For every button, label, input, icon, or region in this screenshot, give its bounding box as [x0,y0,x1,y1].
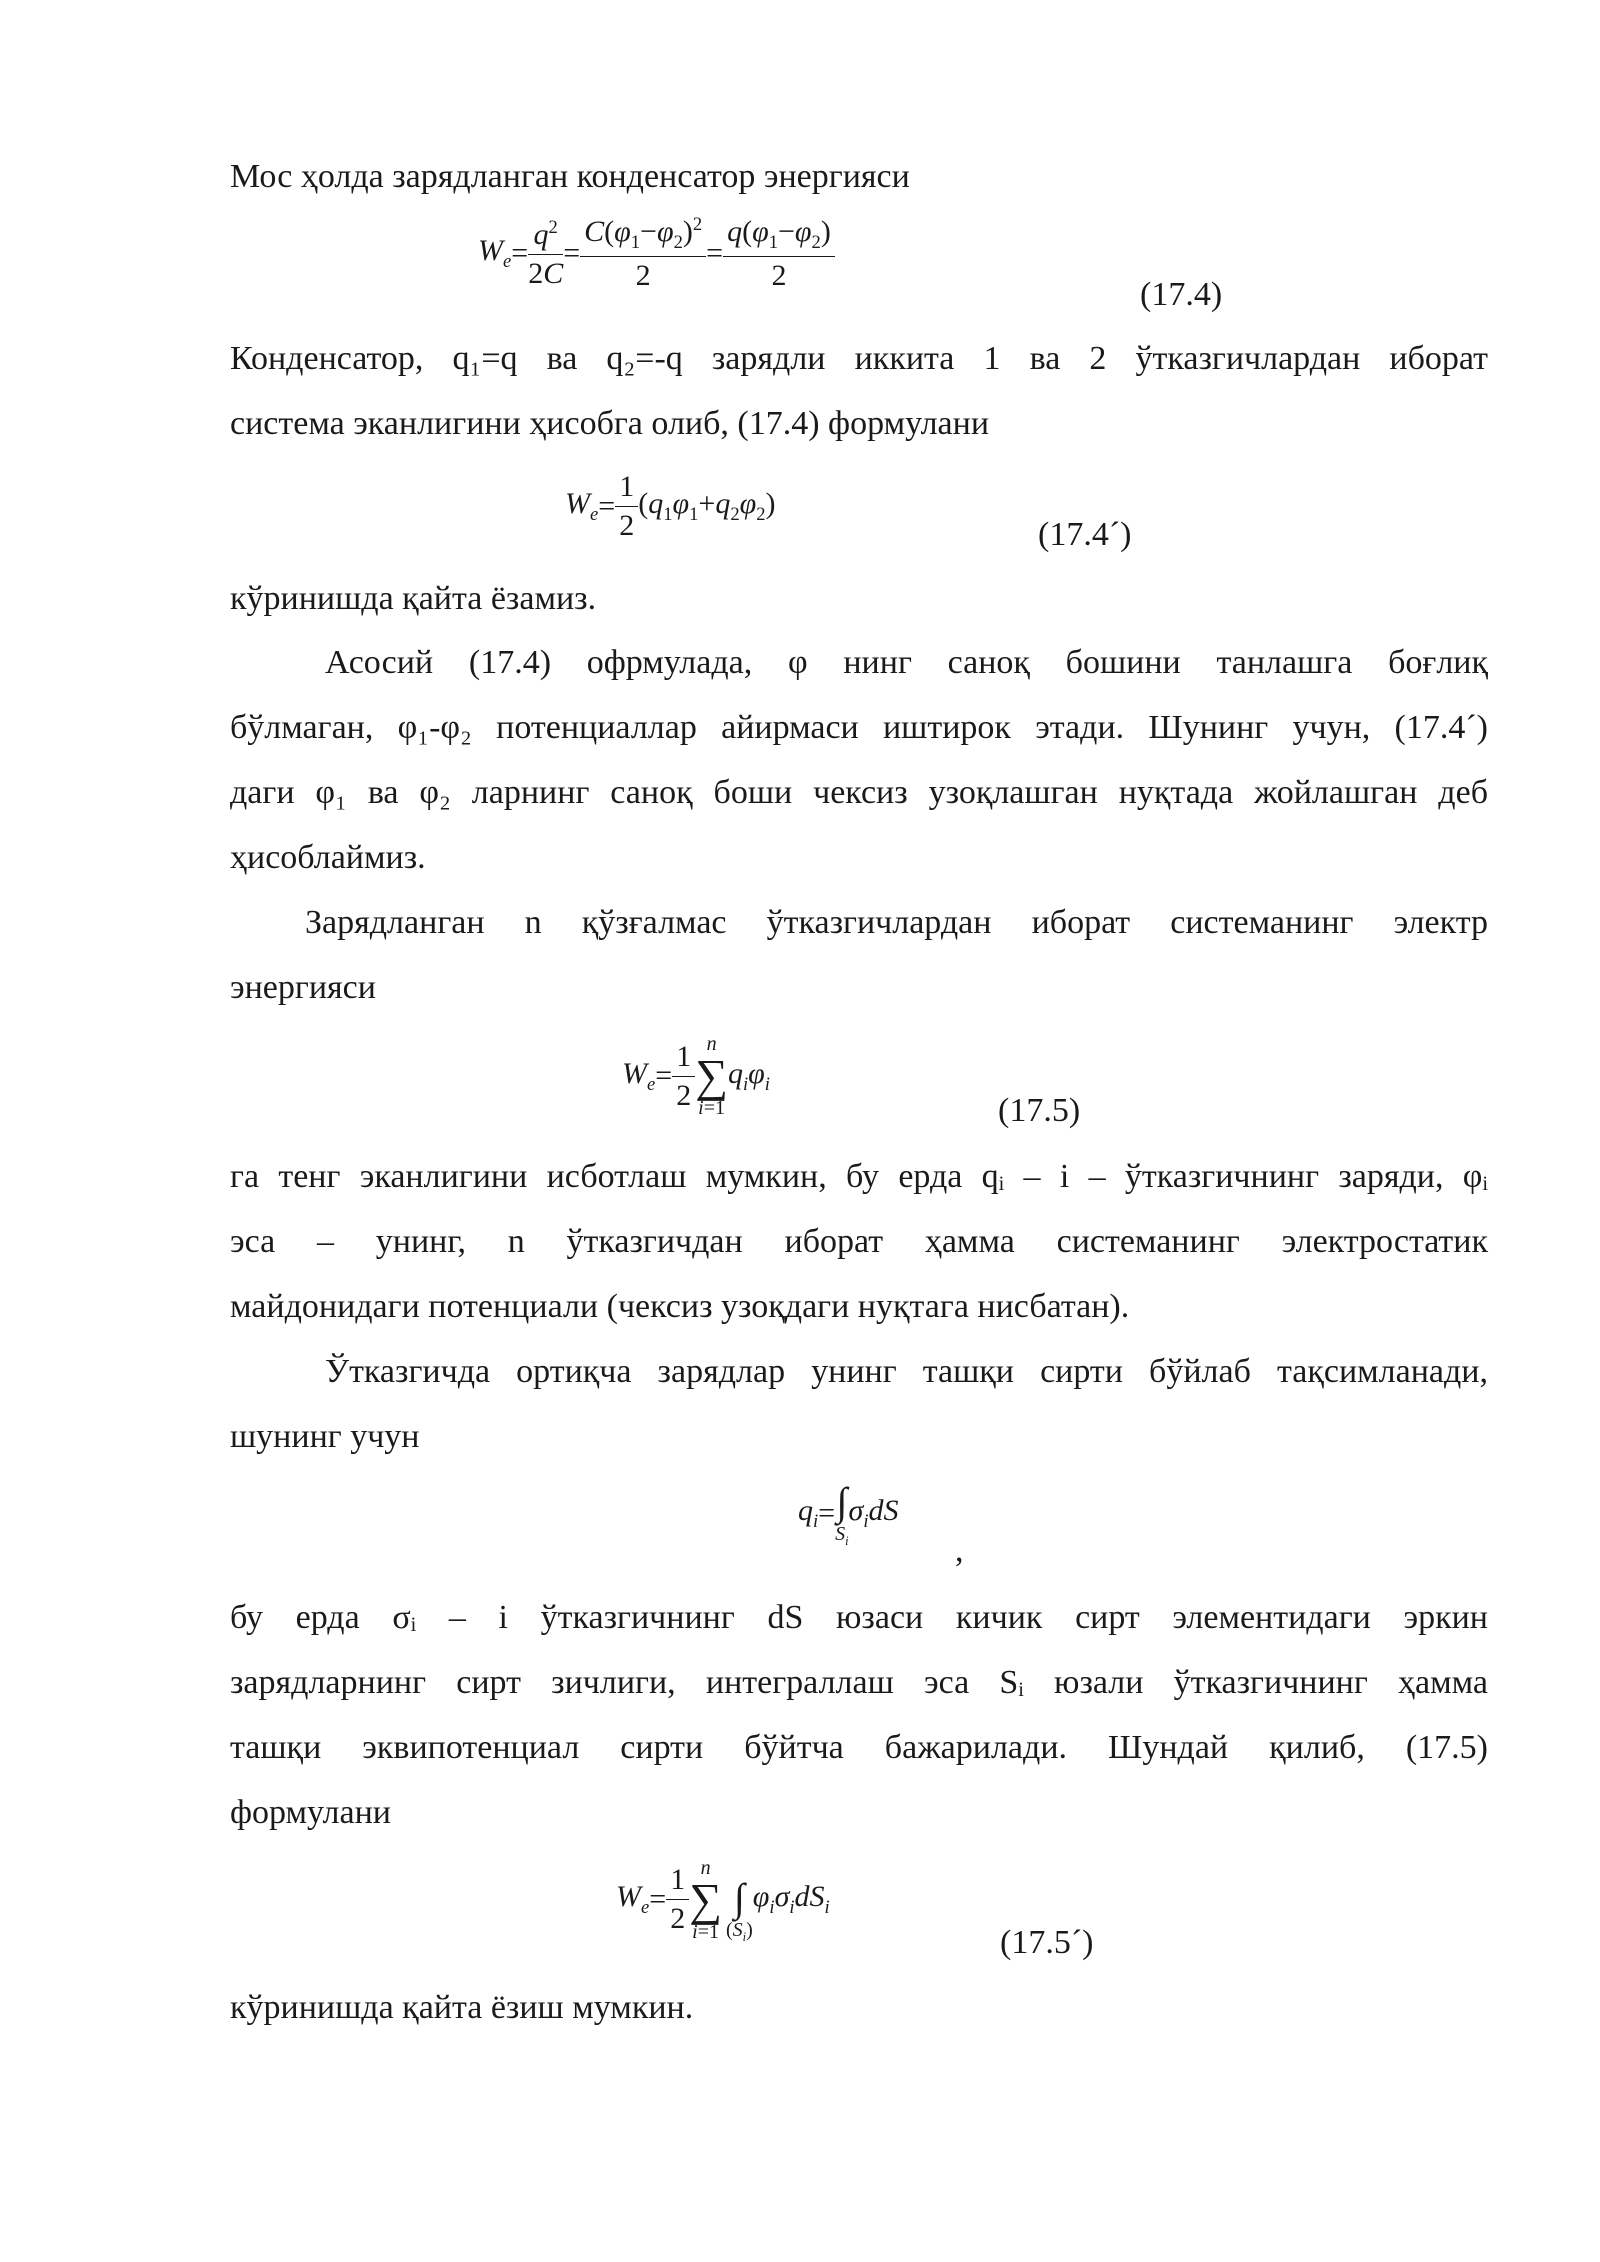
paragraph-line: ташқи эквипотенциал сирти бўйтча бажарилади. Шундай қилиб, (17.5) [230,1729,1488,1766]
equation-comma: , [955,1532,964,1569]
paragraph-line: шунинг учун [230,1418,420,1455]
paragraph-line: Зарядланган n қўзғалмас ўтказгичлардан иборат системанинг электр [305,904,1488,941]
paragraph-line: Ўтказгичда ортиқча зарядлар унинг ташқи сирти бўйлаб тақсимланади, [325,1353,1488,1390]
paragraph-line: эса – унинг, n ўтказгичдан иборат ҳамма системанинг электростатик [230,1223,1488,1260]
paragraph-line: бу ерда σᵢ – i ўтказгичнинг dS юзаси кичик сирт элементидаги эркин [230,1599,1488,1636]
equation-number: (17.4´) [1038,516,1132,553]
equation-17-5-prime: $W_e=$ $\frac{1}{2}$ n ∑ i=1 ∫ $(S_i)$ $\varphi_i\sigma_idS_i$ [616,1856,830,1944]
paragraph-line: га тенг эканлигини исботлаш мумкин, бу ерда qᵢ – i – ўтказгичнинг заряди, φᵢ [230,1158,1488,1195]
equation-17-4: $W_e=$ $\frac{q^2}{2C}$ = $\frac{C(\varphi_1-\varphi_2)^2}{2}$ = $\frac{q(\varphi_1-\varphi_2)}{2}$ [478,214,835,293]
paragraph-line: система эканлигини ҳисобга олиб, (17.4) формулани [230,405,990,442]
paragraph-line: Асосий (17.4) офрмулада, φ нинг саноқ бошини танлашга боғлиқ [325,644,1488,681]
equation-17-5: $W_e=$ $\frac{1}{2}$ n ∑ i=1 $q_i\varphi_i$ [622,1033,770,1119]
paragraph-line: энергияси [230,969,376,1006]
paragraph-line: кўринишда қайта ёзамиз. [230,580,597,617]
equation-number: (17.5´) [1000,1924,1094,1961]
paragraph-line: Конденсатор, q₁=q ва q₂=-q зарядли иккита 1 ва 2 ўтказгичлардан иборат [230,340,1488,377]
paragraph-line: даги φ₁ ва φ₂ ларнинг саноқ боши чексиз узоқлашган нуқтада жойлашган деб [230,774,1488,811]
equation-number: (17.5) [998,1092,1081,1129]
equation-number: (17.4) [1140,276,1223,313]
paragraph-intro: Мос ҳолда зарядланган конденсатор энергияси [230,158,910,195]
paragraph-line: кўринишда қайта ёзиш мумкин. [230,1989,694,2026]
equation-17-4-prime: $W_e=$ $\frac{1}{2}$ $(q_1\varphi_1+q_2\varphi_2)$ [565,470,776,542]
equation-charge-integral: $q_i=$ ∫ $S_i$ $\sigma_idS$ [798,1479,899,1548]
paragraph-line: майдонидаги потенциали (чексиз узоқдаги нуқтага нисбатан). [230,1288,1130,1325]
paragraph-line: формулани [230,1794,391,1831]
paragraph-line: ҳисоблаймиз. [230,839,426,876]
paragraph-line: бўлмаган, φ₁-φ₂ потенциаллар айирмаси иштирок этади. Шунинг учун, (17.4´) [230,709,1488,746]
paragraph-line: зарядларнинг сирт зичлиги, интеграллаш эса Sᵢ юзали ўтказгичнинг ҳамма [230,1664,1488,1701]
